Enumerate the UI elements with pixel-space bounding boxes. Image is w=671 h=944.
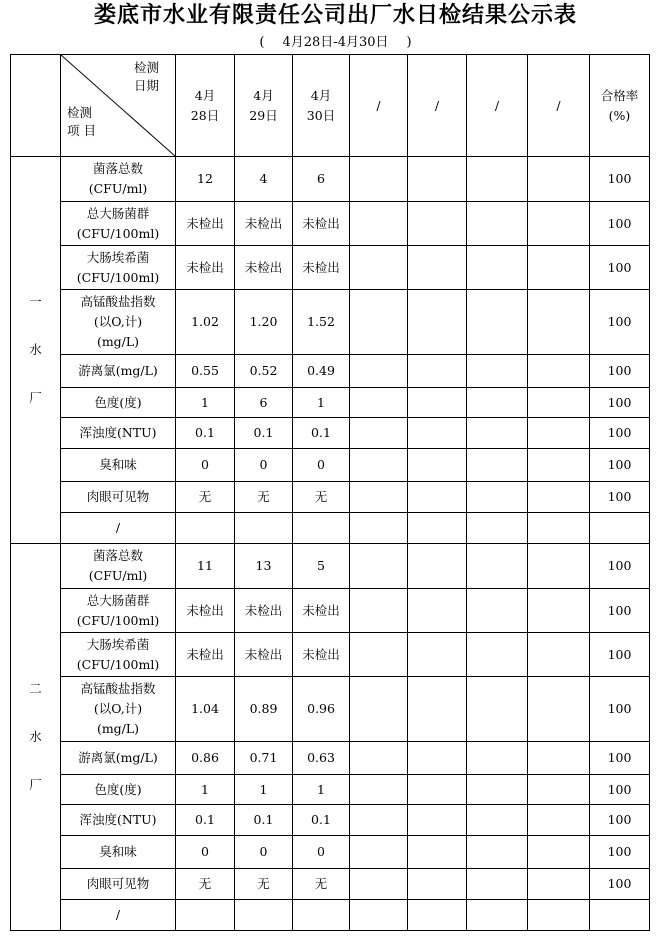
item-name-line: 高锰酸盐指数 xyxy=(80,294,156,309)
value-cell xyxy=(408,157,467,202)
value-cell: 0 xyxy=(293,449,350,482)
value-cell: 0.1 xyxy=(235,418,293,449)
header-day-4-slash: / xyxy=(434,97,440,113)
item-name-cell xyxy=(61,633,176,677)
value-cell xyxy=(293,513,350,544)
header-row xyxy=(11,55,650,157)
value-cell xyxy=(350,836,408,869)
value-cell xyxy=(467,805,528,836)
header-day-0 xyxy=(176,55,235,157)
header-date-label-line2: 日期 xyxy=(133,78,159,93)
header-item-label-line2: 项 目 xyxy=(67,123,96,138)
pass-rate-cell: 100 xyxy=(590,869,650,900)
header-day-1 xyxy=(235,55,293,157)
value-cell: 0 xyxy=(176,836,235,869)
value-cell xyxy=(350,589,408,633)
item-name-cell xyxy=(61,482,176,513)
header-day-6 xyxy=(528,55,590,157)
value-cell: 1.02 xyxy=(176,290,235,355)
table-row xyxy=(11,418,650,449)
item-name-cell xyxy=(61,246,176,290)
value-cell xyxy=(408,513,467,544)
value-cell: 0.1 xyxy=(176,805,235,836)
value-cell xyxy=(528,418,590,449)
value-cell xyxy=(467,355,528,388)
pass-rate-cell: 100 xyxy=(590,677,650,742)
item-name-line: (CFU/100ml) xyxy=(76,225,160,241)
pass-rate-cell: 100 xyxy=(590,388,650,418)
table-row xyxy=(11,157,650,202)
header-day-6-slash: / xyxy=(556,97,561,113)
value-cell xyxy=(350,742,408,775)
value-cell: 0.89 xyxy=(235,677,293,742)
value-cell: 6 xyxy=(293,157,350,202)
item-name-line: / xyxy=(115,907,121,922)
value-cell xyxy=(408,355,467,388)
table-row xyxy=(11,544,650,589)
value-cell xyxy=(176,513,235,544)
header-item-label xyxy=(67,104,96,140)
pass-rate-cell xyxy=(590,513,650,544)
value-cell xyxy=(350,544,408,589)
header-day-5 xyxy=(467,55,528,157)
pass-rate-cell: 100 xyxy=(590,836,650,869)
item-name-cell xyxy=(61,290,176,355)
value-cell xyxy=(467,775,528,805)
value-cell xyxy=(528,900,590,931)
value-cell xyxy=(408,900,467,931)
pass-rate-cell: 100 xyxy=(590,246,650,290)
value-cell: 1.20 xyxy=(235,290,293,355)
date-range xyxy=(0,34,671,52)
value-cell: 11 xyxy=(176,544,235,589)
item-name-line: 肉眼可见物 xyxy=(86,876,150,891)
value-cell xyxy=(350,805,408,836)
value-cell: 未检出 xyxy=(235,589,293,633)
value-cell xyxy=(467,633,528,677)
item-name-line: 大肠埃希菌 xyxy=(86,636,150,652)
header-day-5-slash: / xyxy=(494,97,500,113)
value-cell xyxy=(528,246,590,290)
value-cell xyxy=(408,869,467,900)
item-name-line: (CFU/100ml) xyxy=(76,656,160,672)
value-cell: 0.49 xyxy=(293,355,350,388)
value-cell xyxy=(408,388,467,418)
value-cell: 12 xyxy=(176,157,235,202)
value-cell xyxy=(528,513,590,544)
item-name-line: 高锰酸盐指数 xyxy=(80,681,156,696)
pass-rate-cell xyxy=(590,900,650,931)
header-diagonal-cell xyxy=(61,55,176,157)
header-pass-rate xyxy=(590,55,650,157)
item-name-cell xyxy=(61,677,176,742)
item-name-line: 色度(度) xyxy=(94,394,142,410)
value-cell xyxy=(408,677,467,742)
value-cell: 未检出 xyxy=(293,202,350,246)
item-name-line: 色度(度) xyxy=(94,781,142,797)
header-corner-blank xyxy=(11,55,61,157)
value-cell xyxy=(467,677,528,742)
value-cell: 0 xyxy=(235,449,293,482)
value-cell: 无 xyxy=(176,869,235,900)
value-cell: 未检出 xyxy=(176,633,235,677)
pass-rate-cell: 100 xyxy=(590,157,650,202)
value-cell xyxy=(408,633,467,677)
header-day-2-day: 30日 xyxy=(306,107,336,123)
value-cell xyxy=(350,775,408,805)
item-name-line: 浑浊度(NTU) xyxy=(79,425,157,440)
results-table-body xyxy=(11,55,650,931)
value-cell xyxy=(350,482,408,513)
table-row xyxy=(11,290,650,355)
value-cell: 1 xyxy=(293,388,350,418)
pass-rate-cell: 100 xyxy=(590,775,650,805)
item-name-cell xyxy=(61,805,176,836)
item-name-line: / xyxy=(115,520,121,535)
table-row xyxy=(11,836,650,869)
value-cell: 1.52 xyxy=(293,290,350,355)
pass-rate-cell: 100 xyxy=(590,589,650,633)
value-cell xyxy=(350,355,408,388)
pass-rate-cell: 100 xyxy=(590,355,650,388)
value-cell xyxy=(350,900,408,931)
value-cell xyxy=(467,544,528,589)
header-day-0-day: 28日 xyxy=(190,107,220,123)
item-name-line: 菌落总数 xyxy=(92,161,143,176)
value-cell: 1 xyxy=(176,388,235,418)
pass-rate-cell: 100 xyxy=(590,418,650,449)
item-name-cell xyxy=(61,836,176,869)
plant-label-char: 厂 xyxy=(29,777,42,792)
value-cell: 无 xyxy=(235,869,293,900)
value-cell: 0.96 xyxy=(293,677,350,742)
value-cell: 1 xyxy=(176,775,235,805)
value-cell: 0.86 xyxy=(176,742,235,775)
item-name-line: 游离氯(mg/L) xyxy=(78,363,158,378)
item-name-line: 大肠埃希菌 xyxy=(86,249,150,265)
pass-rate-cell: 100 xyxy=(590,482,650,513)
value-cell xyxy=(467,900,528,931)
date-range-text: 4月28日-4月30日 xyxy=(282,35,389,50)
pass-rate-cell: 100 xyxy=(590,544,650,589)
value-cell: 0.1 xyxy=(293,418,350,449)
plant-label-char: 水 xyxy=(29,729,42,744)
header-item-label-line1: 检测 xyxy=(67,105,93,120)
table-row xyxy=(11,805,650,836)
header-day-1-day: 29日 xyxy=(249,107,278,123)
plant-label-char: 水 xyxy=(29,342,42,357)
value-cell xyxy=(467,290,528,355)
value-cell: 无 xyxy=(293,869,350,900)
value-cell xyxy=(408,482,467,513)
value-cell: 0.1 xyxy=(235,805,293,836)
value-cell xyxy=(408,836,467,869)
value-cell: 未检出 xyxy=(293,633,350,677)
value-cell: 未检出 xyxy=(235,202,293,246)
value-cell xyxy=(350,388,408,418)
value-cell: 0.63 xyxy=(293,742,350,775)
value-cell xyxy=(467,418,528,449)
pass-rate-cell: 100 xyxy=(590,202,650,246)
item-name-cell xyxy=(61,513,176,544)
value-cell xyxy=(350,449,408,482)
value-cell xyxy=(467,388,528,418)
value-cell xyxy=(467,742,528,775)
value-cell: 1.04 xyxy=(176,677,235,742)
value-cell: 无 xyxy=(293,482,350,513)
results-table xyxy=(10,54,650,931)
plant-label-char: 一 xyxy=(29,294,42,309)
header-day-2 xyxy=(293,55,350,157)
value-cell xyxy=(408,742,467,775)
value-cell: 5 xyxy=(293,544,350,589)
item-name-line: 菌落总数 xyxy=(92,548,143,563)
value-cell: 0.1 xyxy=(176,418,235,449)
header-pass-rate-unit: (%) xyxy=(608,107,631,123)
item-name-line: (CFU/100ml) xyxy=(76,269,160,285)
item-name-line: (mg/L) xyxy=(96,721,140,736)
item-name-line: 浑浊度(NTU) xyxy=(79,812,157,827)
item-name-line: (以O,计) xyxy=(93,314,143,329)
item-name-line: (以O,计) xyxy=(93,701,143,716)
pass-rate-cell: 100 xyxy=(590,742,650,775)
value-cell xyxy=(528,869,590,900)
item-name-cell xyxy=(61,742,176,775)
value-cell xyxy=(528,157,590,202)
item-name-line: (CFU/ml) xyxy=(88,568,148,583)
value-cell xyxy=(350,513,408,544)
pass-rate-cell: 100 xyxy=(590,633,650,677)
value-cell: 未检出 xyxy=(176,589,235,633)
value-cell: 0.71 xyxy=(235,742,293,775)
value-cell: 未检出 xyxy=(293,589,350,633)
header-date-label xyxy=(134,59,159,95)
table-row xyxy=(11,775,650,805)
value-cell xyxy=(528,449,590,482)
date-range-open-paren: ( xyxy=(259,35,265,50)
item-name-cell xyxy=(61,449,176,482)
value-cell xyxy=(408,246,467,290)
item-name-line: 总大肠菌群 xyxy=(86,592,150,608)
value-cell xyxy=(528,544,590,589)
value-cell: 1 xyxy=(235,775,293,805)
value-cell xyxy=(467,246,528,290)
item-name-line: 总大肠菌群 xyxy=(86,205,150,221)
value-cell: 未检出 xyxy=(176,246,235,290)
item-name-cell xyxy=(61,869,176,900)
value-cell: 未检出 xyxy=(235,246,293,290)
header-day-4 xyxy=(408,55,467,157)
table-row xyxy=(11,388,650,418)
value-cell xyxy=(528,677,590,742)
item-name-line: 肉眼可见物 xyxy=(86,489,150,504)
value-cell xyxy=(467,513,528,544)
header-day-3 xyxy=(350,55,408,157)
value-cell xyxy=(350,290,408,355)
value-cell xyxy=(408,290,467,355)
value-cell xyxy=(528,742,590,775)
value-cell xyxy=(350,246,408,290)
value-cell xyxy=(467,202,528,246)
value-cell xyxy=(528,482,590,513)
item-name-cell xyxy=(61,157,176,202)
value-cell: 0.1 xyxy=(293,805,350,836)
page-title: 娄底市水业有限责任公司出厂水日检结果公示表 xyxy=(93,3,577,28)
value-cell: 13 xyxy=(235,544,293,589)
table-row xyxy=(11,742,650,775)
value-cell xyxy=(350,157,408,202)
value-cell: 0 xyxy=(176,449,235,482)
plant-label-cell xyxy=(11,157,61,544)
item-name-cell xyxy=(61,589,176,633)
value-cell xyxy=(176,900,235,931)
value-cell xyxy=(528,775,590,805)
table-row xyxy=(11,869,650,900)
value-cell xyxy=(528,290,590,355)
table-row xyxy=(11,246,650,290)
value-cell xyxy=(528,633,590,677)
header-day-0-month: 4月 xyxy=(194,87,216,103)
item-name-cell xyxy=(61,900,176,931)
value-cell: 0 xyxy=(293,836,350,869)
value-cell: 1 xyxy=(293,775,350,805)
table-row xyxy=(11,482,650,513)
value-cell xyxy=(350,677,408,742)
pass-rate-cell: 100 xyxy=(590,805,650,836)
item-name-line: (mg/L) xyxy=(96,334,140,349)
value-cell xyxy=(350,418,408,449)
value-cell: 未检出 xyxy=(235,633,293,677)
value-cell xyxy=(528,355,590,388)
value-cell xyxy=(467,157,528,202)
pass-rate-cell: 100 xyxy=(590,449,650,482)
pass-rate-cell: 100 xyxy=(590,290,650,355)
header-day-1-month: 4月 xyxy=(253,87,274,103)
value-cell xyxy=(528,836,590,869)
value-cell: 无 xyxy=(235,482,293,513)
item-name-cell xyxy=(61,418,176,449)
date-range-close-paren: ) xyxy=(406,35,412,50)
value-cell xyxy=(350,869,408,900)
value-cell: 0.52 xyxy=(235,355,293,388)
value-cell: 未检出 xyxy=(293,246,350,290)
item-name-cell xyxy=(61,388,176,418)
value-cell xyxy=(293,900,350,931)
value-cell xyxy=(467,869,528,900)
table-row xyxy=(11,633,650,677)
value-cell xyxy=(528,805,590,836)
value-cell: 6 xyxy=(235,388,293,418)
value-cell xyxy=(467,449,528,482)
table-row xyxy=(11,900,650,931)
value-cell: 未检出 xyxy=(176,202,235,246)
item-name-cell xyxy=(61,775,176,805)
value-cell xyxy=(408,589,467,633)
value-cell xyxy=(467,482,528,513)
value-cell xyxy=(528,202,590,246)
table-row xyxy=(11,449,650,482)
value-cell xyxy=(408,805,467,836)
value-cell xyxy=(235,900,293,931)
table-row xyxy=(11,589,650,633)
table-row xyxy=(11,355,650,388)
item-name-cell xyxy=(61,202,176,246)
value-cell xyxy=(235,513,293,544)
plant-label-char: 二 xyxy=(29,681,42,696)
plant-label-char: 厂 xyxy=(29,390,42,405)
value-cell xyxy=(408,544,467,589)
table-row xyxy=(11,513,650,544)
item-name-line: (CFU/ml) xyxy=(88,181,148,196)
header-day-3-slash: / xyxy=(376,97,381,113)
table-row xyxy=(11,202,650,246)
value-cell xyxy=(408,449,467,482)
value-cell xyxy=(408,202,467,246)
item-name-cell xyxy=(61,544,176,589)
value-cell xyxy=(528,388,590,418)
header-day-2-month: 4月 xyxy=(310,87,332,103)
header-date-label-line1: 检测 xyxy=(133,60,159,75)
value-cell xyxy=(528,589,590,633)
value-cell xyxy=(467,836,528,869)
value-cell: 0 xyxy=(235,836,293,869)
item-name-line: (CFU/100ml) xyxy=(76,612,160,628)
value-cell: 0.55 xyxy=(176,355,235,388)
plant-label-cell xyxy=(11,544,61,931)
item-name-line: 游离氯(mg/L) xyxy=(78,750,158,765)
value-cell xyxy=(467,589,528,633)
header-pass-rate-label: 合格率 xyxy=(600,87,639,103)
table-row xyxy=(11,677,650,742)
value-cell xyxy=(408,418,467,449)
value-cell: 4 xyxy=(235,157,293,202)
item-name-line: 臭和味 xyxy=(99,457,137,472)
item-name-cell xyxy=(61,355,176,388)
value-cell xyxy=(350,202,408,246)
value-cell xyxy=(350,633,408,677)
item-name-line: 臭和味 xyxy=(99,844,137,859)
value-cell xyxy=(408,775,467,805)
value-cell: 无 xyxy=(176,482,235,513)
